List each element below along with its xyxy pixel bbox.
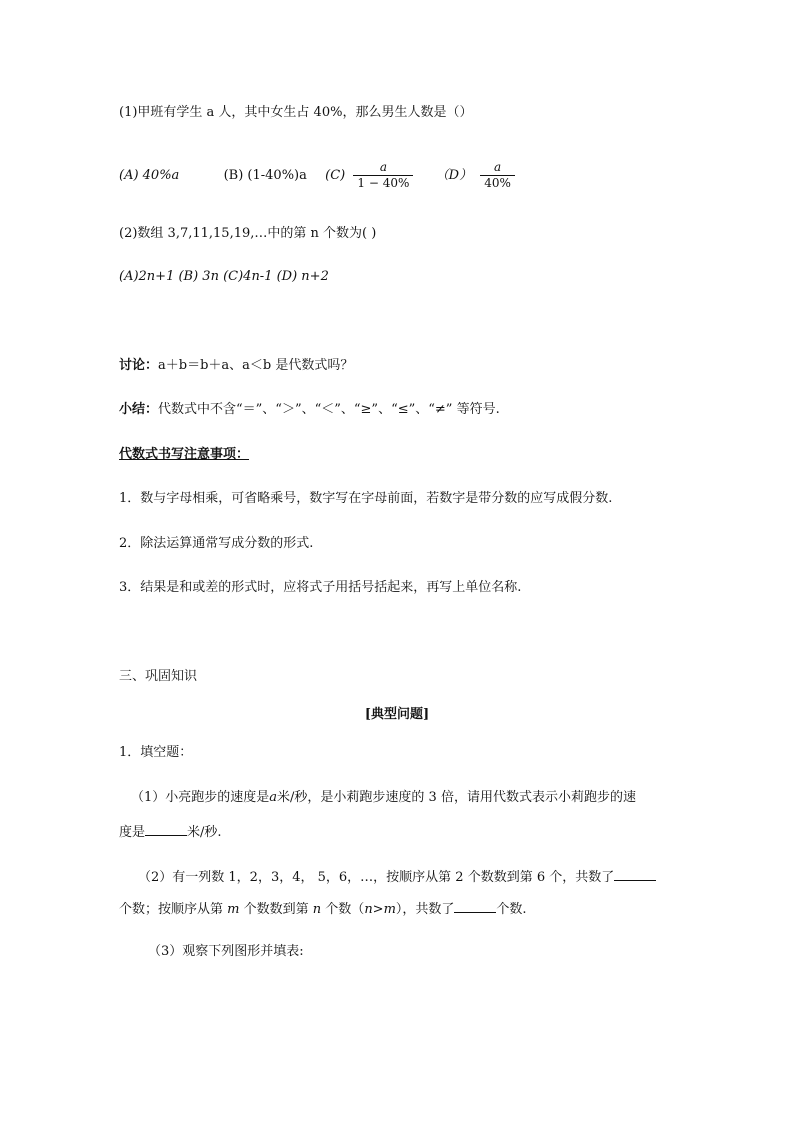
problem-1-line-1 — [131, 789, 636, 807]
q1-option-d-numerator: a — [494, 160, 502, 174]
problem-2-condition: n>m — [364, 902, 396, 917]
notes-item-1: 1．数与字母相乘，可省略乘号，数字写在字母前面，若数字是带分数的应写成假分数. — [119, 491, 613, 506]
discussion-label: 讨论： — [119, 358, 159, 373]
problem-2-text-c: 个数数到第 — [243, 902, 309, 917]
problem-2-blank-2[interactable] — [454, 898, 496, 913]
q1-option-c-fraction — [353, 160, 413, 191]
q1-option-c-numerator: a — [379, 160, 387, 174]
notes-item-2: 2．除法运算通常写成分数的形式. — [119, 536, 314, 551]
summary-label: 小结： — [119, 402, 159, 417]
summary-text: 代数式中不含“＝”、“＞”、“＜”、“≥”、“≤”、“≠” 等符号. — [158, 402, 500, 417]
problem-2-blank-1[interactable] — [614, 866, 656, 881]
problem-2-text-b: 个数；按顺序从第 — [119, 902, 224, 917]
q1-option-c-label: (C) — [325, 168, 346, 183]
problem-2-var-m: m — [227, 902, 240, 917]
q1-stem: (1)甲班有学生 a 人，其中女生占 40%，那么男生人数是（） — [119, 105, 473, 120]
q1-option-c-denominator: 1 − 40% — [353, 175, 413, 191]
q2-stem: (2)数组 3,7,11,15,19,…中的第 n 个数为( ) — [119, 226, 377, 241]
problem-2-line-1 — [138, 866, 656, 887]
problem-1-text-c: 度是 — [119, 825, 146, 840]
section3-subtitle: [典型问题] — [364, 707, 430, 722]
notes-heading: 代数式书写注意事项： — [119, 447, 250, 462]
problem-1-var-a: a — [269, 790, 278, 805]
problem-1-text-d: 米/秒. — [187, 825, 222, 840]
problem-1-blank[interactable] — [145, 821, 187, 836]
discussion-text: a＋b＝b＋a、a＜b 是代数式吗？ — [158, 358, 354, 373]
problem-2-var-n: n — [312, 902, 322, 917]
problem-2-text-d: 个数（ — [325, 902, 365, 917]
q1-option-b: (B) (1-40%)a — [223, 168, 307, 183]
q1-option-d-fraction — [480, 160, 515, 191]
problem-1-text-b: 米/秒，是小莉跑步速度的 3 倍，请用代数式表示小莉跑步的速 — [277, 790, 636, 805]
problem-2-text-a: （2）有一列数 1，2，3，4， 5，6，…，按顺序从第 2 个数数到第 6 个，共数了 — [138, 870, 615, 885]
q1-options — [119, 158, 519, 194]
fill-in-title: 1．填空题： — [119, 745, 193, 760]
problem-2-text-f: 个数. — [496, 902, 527, 917]
q1-option-d-label: （D） — [435, 168, 473, 183]
summary — [119, 401, 500, 419]
q1-option-a: (A) 40%a — [119, 168, 180, 183]
section3-title: 三、巩固知识 — [119, 669, 198, 684]
problem-2-line-2 — [119, 898, 527, 919]
problem-1-text-a: （1）小亮跑步的速度是 — [131, 790, 270, 805]
discussion — [119, 357, 353, 375]
problem-2-text-e: ），共数了 — [395, 902, 455, 917]
q1-option-d-denominator: 40% — [480, 175, 515, 191]
problem-3: （3）观察下列图形并填表: — [148, 944, 304, 959]
notes-item-3: 3．结果是和或差的形式时，应将式子用括号括起来，再写上单位名称. — [119, 580, 522, 595]
q2-options: (A)2n+1 (B) 3n (C)4n-1 (D) n+2 — [119, 269, 329, 284]
problem-1-line-2 — [119, 821, 222, 842]
